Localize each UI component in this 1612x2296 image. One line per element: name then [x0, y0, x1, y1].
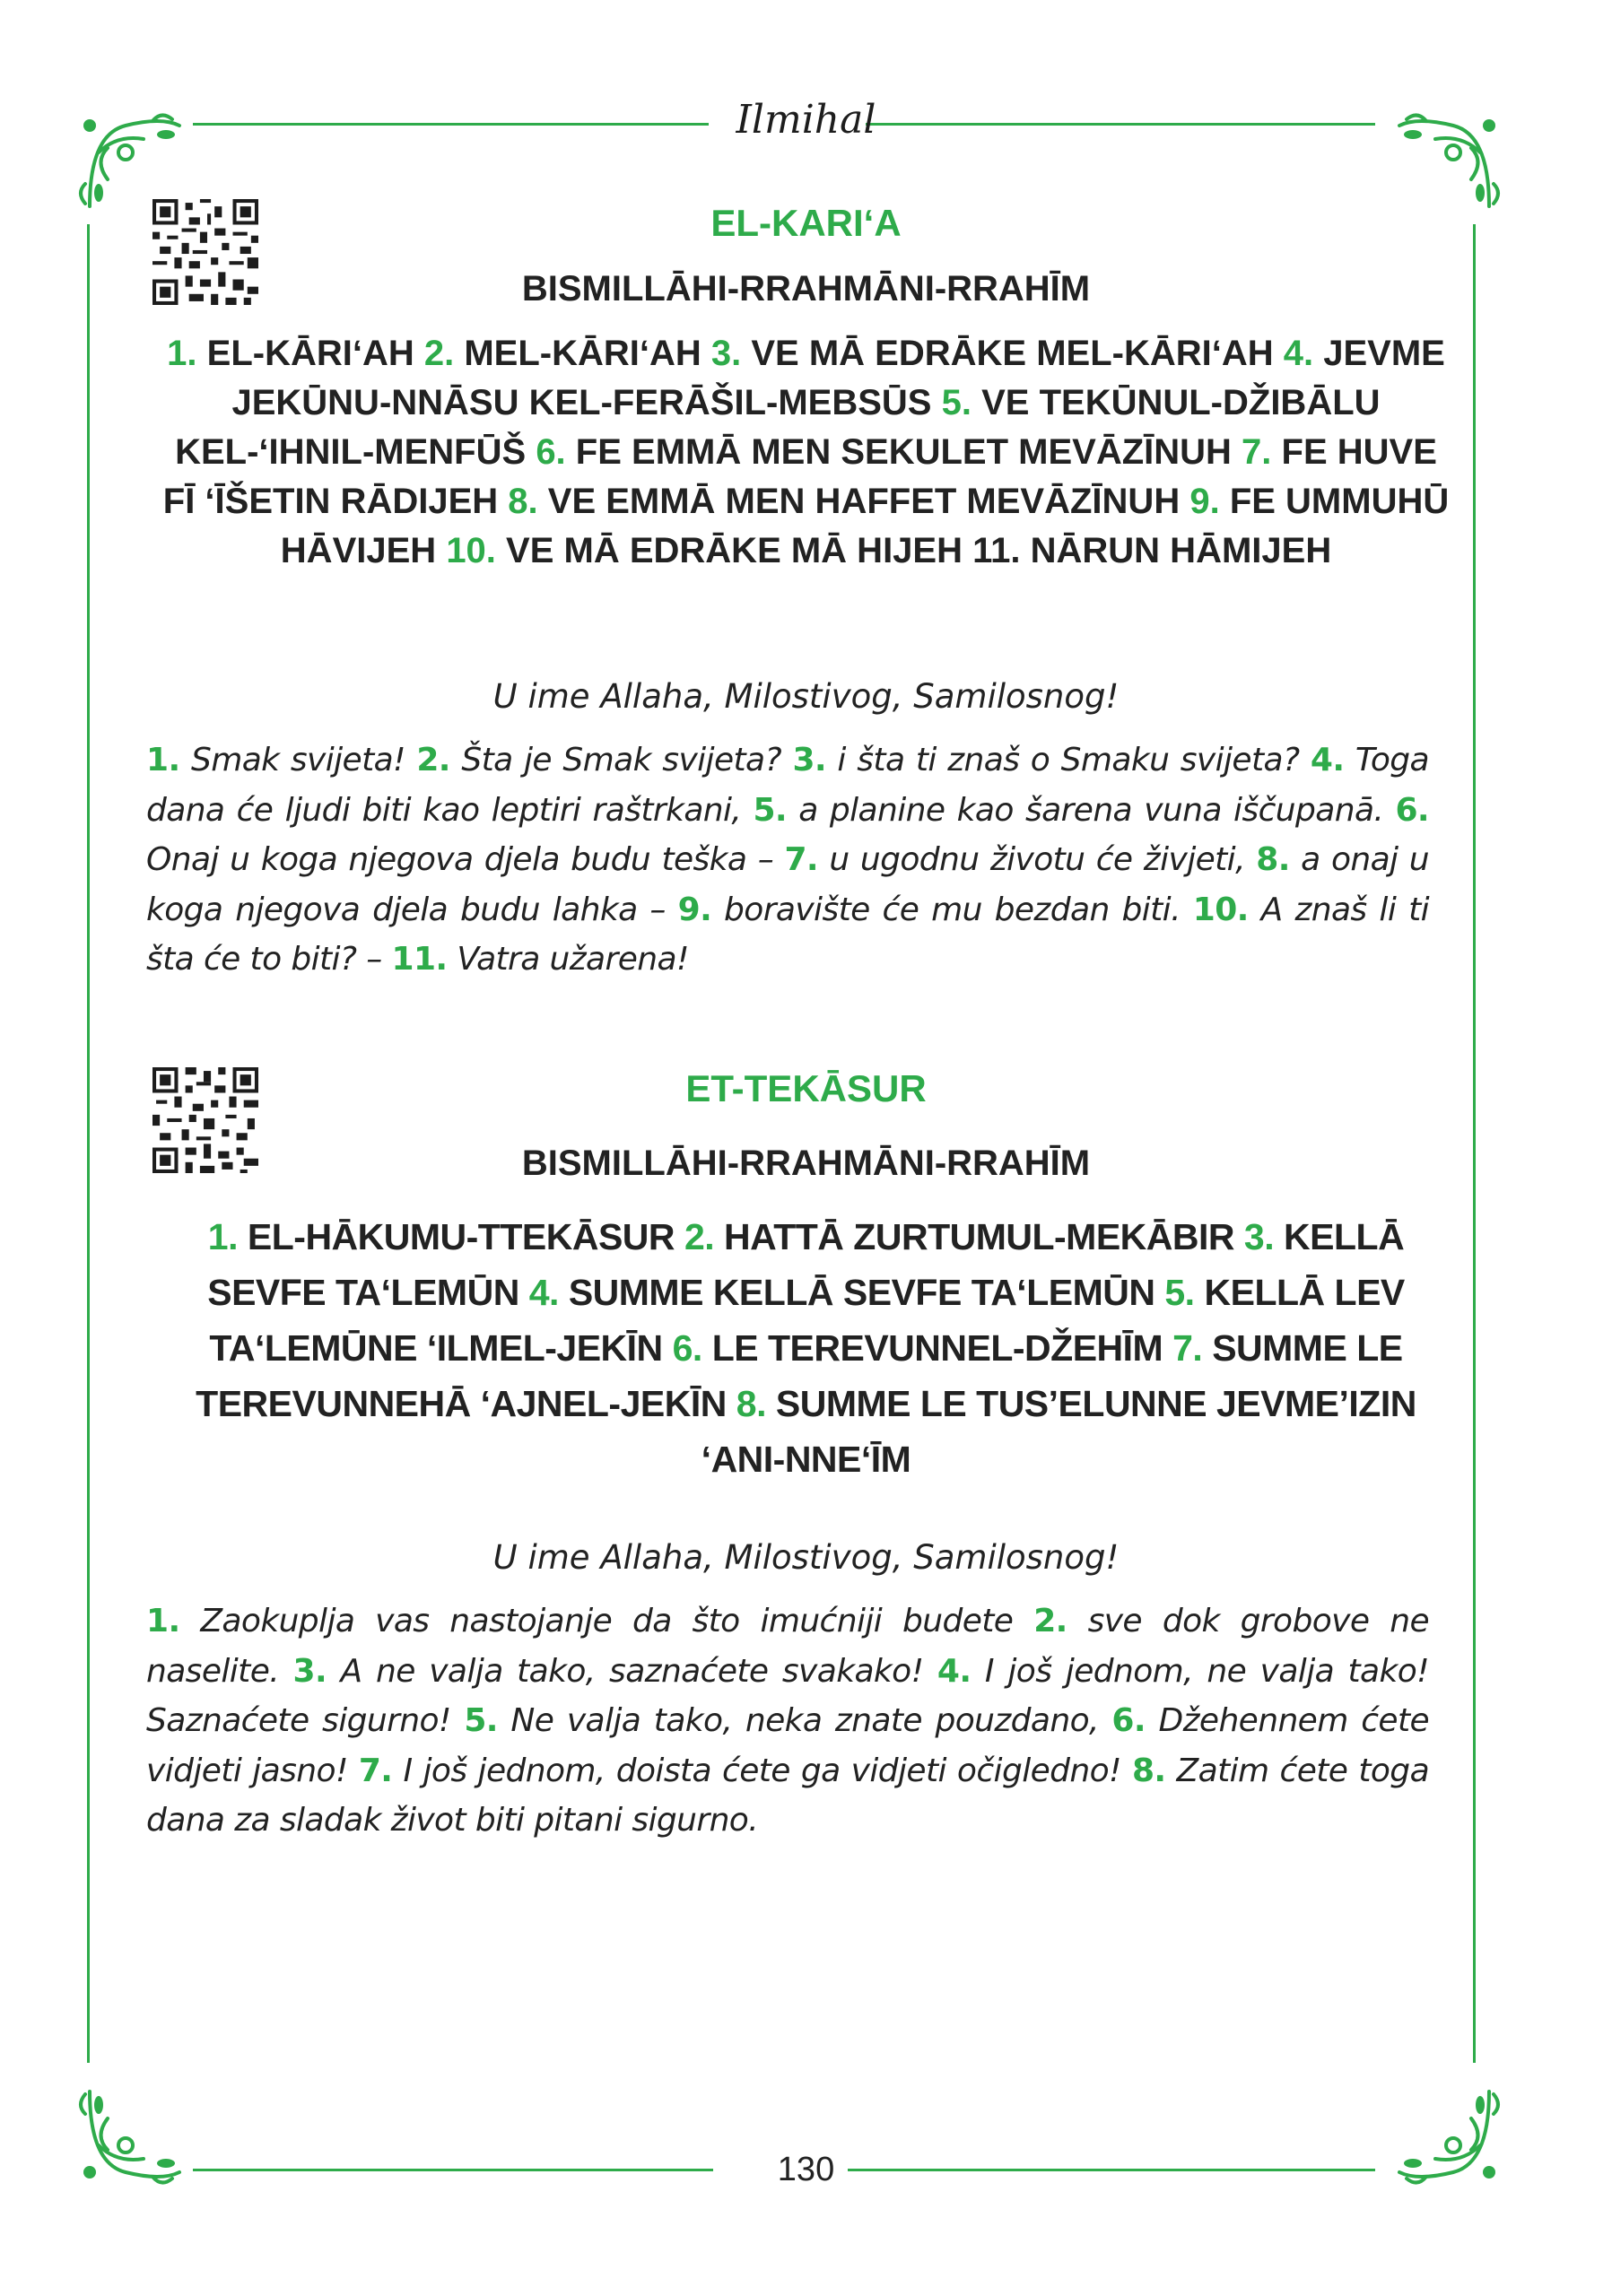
translation-verse: Smak svijeta! — [190, 742, 405, 778]
verse-number: 6. — [536, 432, 566, 472]
verse-text: FE EMMĀ MEN SEKULET MEVĀZĪNUH — [575, 432, 1232, 472]
verse-text: KELLĀ SEVFE TA‘LEMŪN — [207, 1216, 1405, 1313]
verse-number: 8. — [1256, 841, 1290, 878]
verse-number: 4. — [528, 1272, 559, 1313]
translation-verse: boravište će mu bezdan biti. — [724, 891, 1181, 928]
verse-number: 5. — [1164, 1272, 1195, 1313]
verse-number: 8. — [508, 482, 538, 521]
verse-number: 1. — [146, 742, 180, 778]
verse-number: 6. — [1395, 791, 1429, 829]
verse-number: 11. — [391, 941, 448, 978]
verse-number: 4. — [1283, 334, 1314, 373]
verse-number: 3. — [710, 334, 742, 373]
verse-text: SUMME KELLĀ SEVFE TA‘LEMŪN — [568, 1272, 1155, 1313]
verse-text: KELLĀ LEV TA‘LEMŪNE ‘ILMEL-JEKĪN — [209, 1272, 1405, 1369]
verse-number: 7. — [1172, 1327, 1203, 1369]
verse-number: 10. — [1192, 891, 1249, 928]
verse-number: 2. — [423, 334, 455, 373]
verse-text: VE MĀ EDRĀKE MEL-KĀRI‘AH — [751, 334, 1274, 373]
verse-text: EL-HĀKUMU-TTEKĀSUR — [247, 1216, 675, 1257]
translation-title: U ime Allaha, Milostivog, Samilosnog! — [492, 677, 1120, 716]
verse-text: HATTĀ ZURTUMUL-MEKĀBIR — [724, 1216, 1235, 1257]
verse-number: 4. — [937, 1652, 972, 1690]
verse-number: 7. — [784, 841, 819, 878]
translation-verse: Zaokuplja vas nastojanje da što imućniji budete — [200, 1603, 1014, 1639]
translation-verse: Ne valja tako, neka znate pouzdano, — [510, 1702, 1099, 1739]
verse-number: 7. — [1242, 432, 1272, 472]
verse-text: SUMME LE TEREVUNNEHĀ ‘AJNEL-JEKĪN — [196, 1327, 1403, 1424]
translation-verse: Vatra užarena! — [457, 941, 689, 978]
translation-verse: i šta ti znaš o Smaku svijeta? — [837, 742, 1300, 778]
verse-number: 3. — [292, 1652, 327, 1690]
verse-text: EL-KĀRI‘AH — [206, 334, 414, 373]
translation-verse: a onaj u koga njegova djela budu lahka – — [146, 841, 1430, 928]
verse-text: FE UMMUHŪ HĀVIJEH — [280, 482, 1450, 570]
verse-number: 6. — [1111, 1702, 1146, 1739]
translation-verse: A znaš li ti šta će to biti? – — [146, 891, 1429, 978]
translation-verse: sve dok grobove ne naselite. — [146, 1603, 1429, 1690]
verse-text: VE TEKŪNUL-DŽIBĀLU KEL-‘IHNIL-MENFŪŠ — [175, 383, 1381, 472]
verse-text: SUMME LE TUS’ELUNNE JEVME’IZIN ‘ANI-NNE‘ĪM — [701, 1383, 1416, 1480]
verse-number: 3. — [792, 742, 826, 778]
translation-verse: a planine kao šarena vuna iščupanā. — [798, 791, 1384, 829]
verse-number: 1. — [146, 1603, 180, 1639]
translation-verse: u ugodnu životu će živjeti, — [829, 841, 1245, 878]
verse-text: FE HUVE FĪ ‘ĪŠETIN RĀDIJEH — [162, 432, 1437, 521]
translation-verse: Onaj u koga njegova djela budu teška – — [146, 841, 774, 878]
bismillah-heading: BISMILLĀHI-RRAHMĀNI-RRAHĪM — [521, 1144, 1091, 1183]
verse-number: 1. — [167, 334, 197, 373]
verse-number: 8. — [736, 1383, 766, 1424]
verse-number: 10. — [446, 531, 496, 570]
translation-verse: Toga dana će ljudi biti kao leptiri raštrkani, — [146, 742, 1429, 829]
frame-left-line — [87, 224, 90, 2063]
header-title: Ilmihal — [736, 97, 876, 143]
translation-text — [146, 1596, 1429, 1846]
translation-verse: Džehennem ćete vidjeti jasno! — [146, 1702, 1430, 1789]
verse-number: 9. — [677, 891, 712, 928]
verse-number: 3. — [1243, 1216, 1275, 1257]
translation-verse: Šta je Smak svijeta? — [461, 742, 781, 778]
verse-text: VE EMMĀ MEN HAFFET MEVĀZĪNUH — [547, 482, 1181, 521]
verse-number: 5. — [941, 383, 972, 422]
verse-number: 5. — [753, 791, 787, 829]
verse-number: 5. — [464, 1702, 498, 1739]
verse-number: 6. — [672, 1327, 702, 1369]
page-number: 130 — [777, 2151, 835, 2188]
verse-text: VE MĀ EDRĀKE MĀ HIJEH — [506, 531, 963, 570]
verse-number: 9. — [1189, 482, 1220, 521]
verse-text: MEL-KĀRI‘AH — [464, 334, 701, 373]
verse-text: LE TEREVUNNEL-DŽEHĪM — [711, 1327, 1163, 1369]
section-title: EL-KARI‘A — [710, 202, 902, 244]
verse-number: 1. — [207, 1216, 238, 1257]
verse-number: 2. — [416, 742, 450, 778]
verse-number: 7. — [358, 1752, 393, 1789]
translation-verse: Zatim ćete toga dana za sladak život biti pitani sigurno. — [146, 1752, 1430, 1839]
verse-text: 11. NĀRUN HĀMIJEH — [972, 531, 1332, 570]
bismillah-heading: BISMILLĀHI-RRAHMĀNI-RRAHĪM — [521, 269, 1091, 309]
verse-number: 2. — [684, 1216, 715, 1257]
verse-number: 4. — [1310, 742, 1345, 778]
section-title: ET-TEKĀSUR — [685, 1067, 927, 1109]
verse-number: 8. — [1131, 1752, 1166, 1789]
transliteration-text — [157, 329, 1455, 576]
translation-verse: I još jednom, ne valja tako! Saznaćete sigurno! — [146, 1652, 1429, 1739]
verse-text: JEVME JEKŪNU-NNĀSU KEL-FERĀŠIL-MEBSŪS — [231, 334, 1445, 422]
translation-verse: I još jednom, doista ćete ga vidjeti očigledno! — [403, 1752, 1121, 1789]
translation-text — [146, 735, 1429, 985]
transliteration-text — [157, 1209, 1455, 1487]
translation-title: U ime Allaha, Milostivog, Samilosnog! — [492, 1538, 1120, 1577]
translation-verse: A ne valja tako, saznaćete svakako! — [340, 1652, 924, 1690]
verse-number: 2. — [1033, 1603, 1067, 1639]
